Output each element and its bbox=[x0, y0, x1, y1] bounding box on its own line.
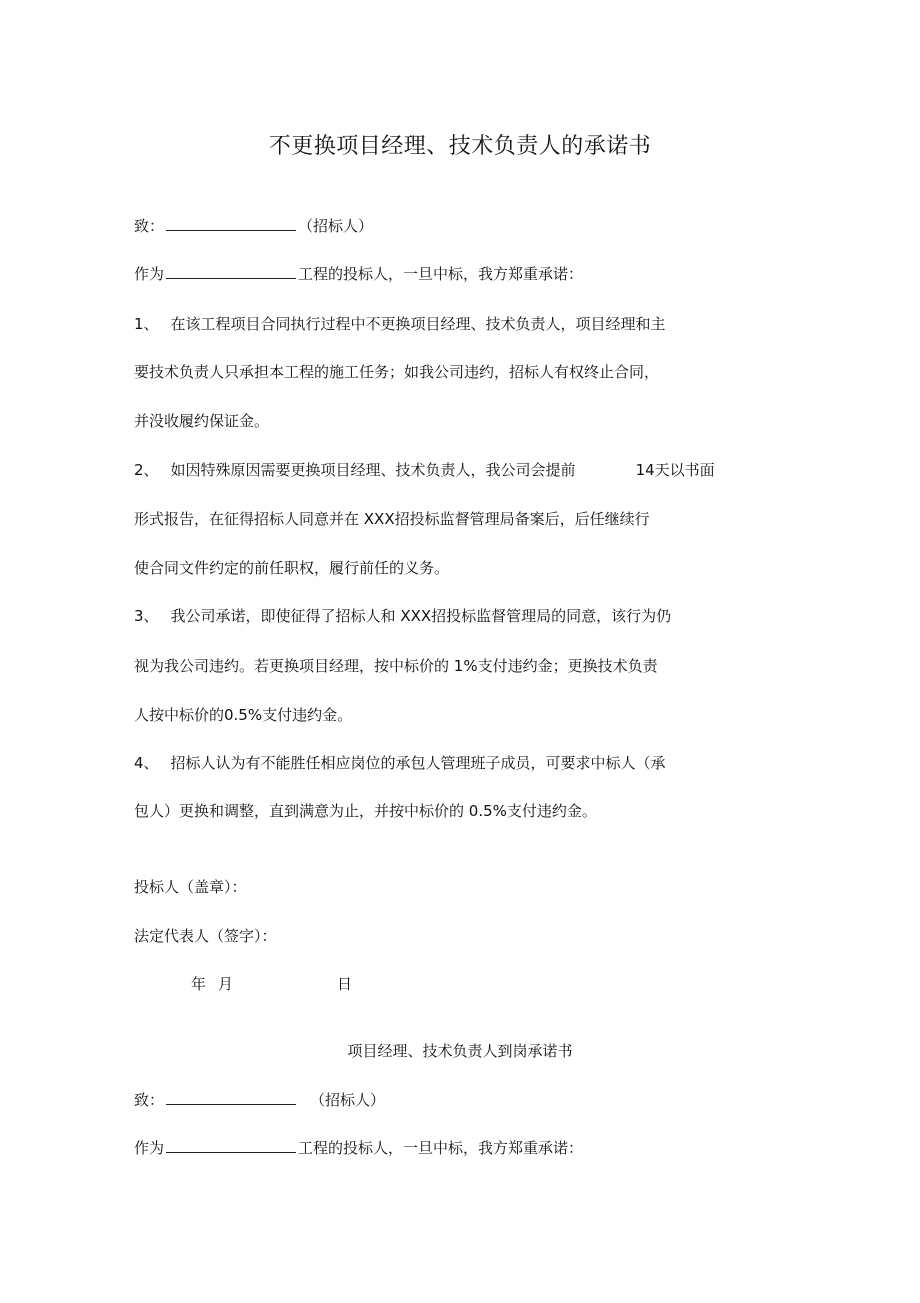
day-label: 日 bbox=[337, 975, 353, 993]
date-line bbox=[191, 973, 352, 995]
second-document-title: 项目经理、技术负责人到岗承诺书 bbox=[347, 1042, 573, 1060]
legal-rep-sign-label: 法定代表人（签字）： bbox=[134, 927, 277, 945]
item-4-line-2: 包人）更换和调整，直到满意为止，并按中标价的 0.5%支付违约金。 bbox=[134, 802, 597, 820]
project-name-blank bbox=[166, 262, 296, 279]
item-2-line-1: 2、 如因特殊原因需要更换项目经理、技术负责人，我公司会提前 14天以书面 bbox=[134, 461, 715, 479]
item-2-line-2: 形式报告，在征得招标人同意并在 XXX招投标监督管理局备案后，后任继续行 bbox=[134, 510, 650, 528]
tenderer-name-blank bbox=[166, 1088, 296, 1105]
item-2-line-3: 使合同文件约定的前任职权，履行前任的义务。 bbox=[134, 559, 450, 577]
item-number: 4、 bbox=[134, 754, 159, 772]
second-intro-line bbox=[134, 1136, 583, 1159]
salutation-suffix: （招标人） bbox=[310, 1091, 386, 1109]
second-salutation-line bbox=[134, 1088, 385, 1111]
project-name-blank bbox=[166, 1136, 296, 1153]
item-1-line-1: 1、 在该工程项目合同执行过程中不更换项目经理、技术负责人，项目经理和主 bbox=[134, 315, 666, 333]
item-1-line-2: 要技术负责人只承担本工程的施工任务；如我公司违约，招标人有权终止合同， bbox=[134, 363, 660, 381]
intro-prefix: 作为 bbox=[134, 265, 165, 283]
intro-suffix: 工程的投标人，一旦中标，我方郑重承诺： bbox=[298, 1139, 584, 1157]
item-3-line-2: 视为我公司违约。若更换项目经理，按中标价的 1%支付违约金；更换技术负责 bbox=[134, 657, 658, 675]
salutation-line bbox=[134, 214, 373, 237]
item-1-line-3: 并没收履约保证金。 bbox=[134, 412, 270, 430]
intro-prefix: 作为 bbox=[134, 1139, 165, 1157]
year-label: 年 bbox=[191, 975, 207, 993]
item-4-line-1: 4、 招标人认为有不能胜任相应岗位的承包人管理班子成员，可要求中标人（承 bbox=[134, 754, 666, 772]
salutation-prefix: 致： bbox=[134, 1091, 165, 1109]
item-3-line-3: 人按中标价的0.5%支付违约金。 bbox=[134, 706, 353, 724]
document-title: 不更换项目经理、技术负责人的承诺书 bbox=[268, 134, 652, 159]
month-label: 月 bbox=[218, 975, 234, 993]
salutation-prefix: 致： bbox=[134, 217, 165, 235]
item-number: 2、 bbox=[134, 461, 159, 479]
bidder-seal-label: 投标人（盖章）： bbox=[134, 878, 247, 896]
item-number: 3、 bbox=[134, 607, 159, 625]
intro-suffix: 工程的投标人，一旦中标，我方郑重承诺： bbox=[298, 265, 584, 283]
tenderer-name-blank bbox=[166, 214, 296, 231]
item-3-line-1: 3、 我公司承诺，即使征得了招标人和 XXX招投标监督管理局的同意，该行为仍 bbox=[134, 607, 672, 625]
salutation-suffix: （招标人） bbox=[298, 217, 374, 235]
intro-line bbox=[134, 262, 583, 285]
item-number: 1、 bbox=[134, 315, 159, 333]
